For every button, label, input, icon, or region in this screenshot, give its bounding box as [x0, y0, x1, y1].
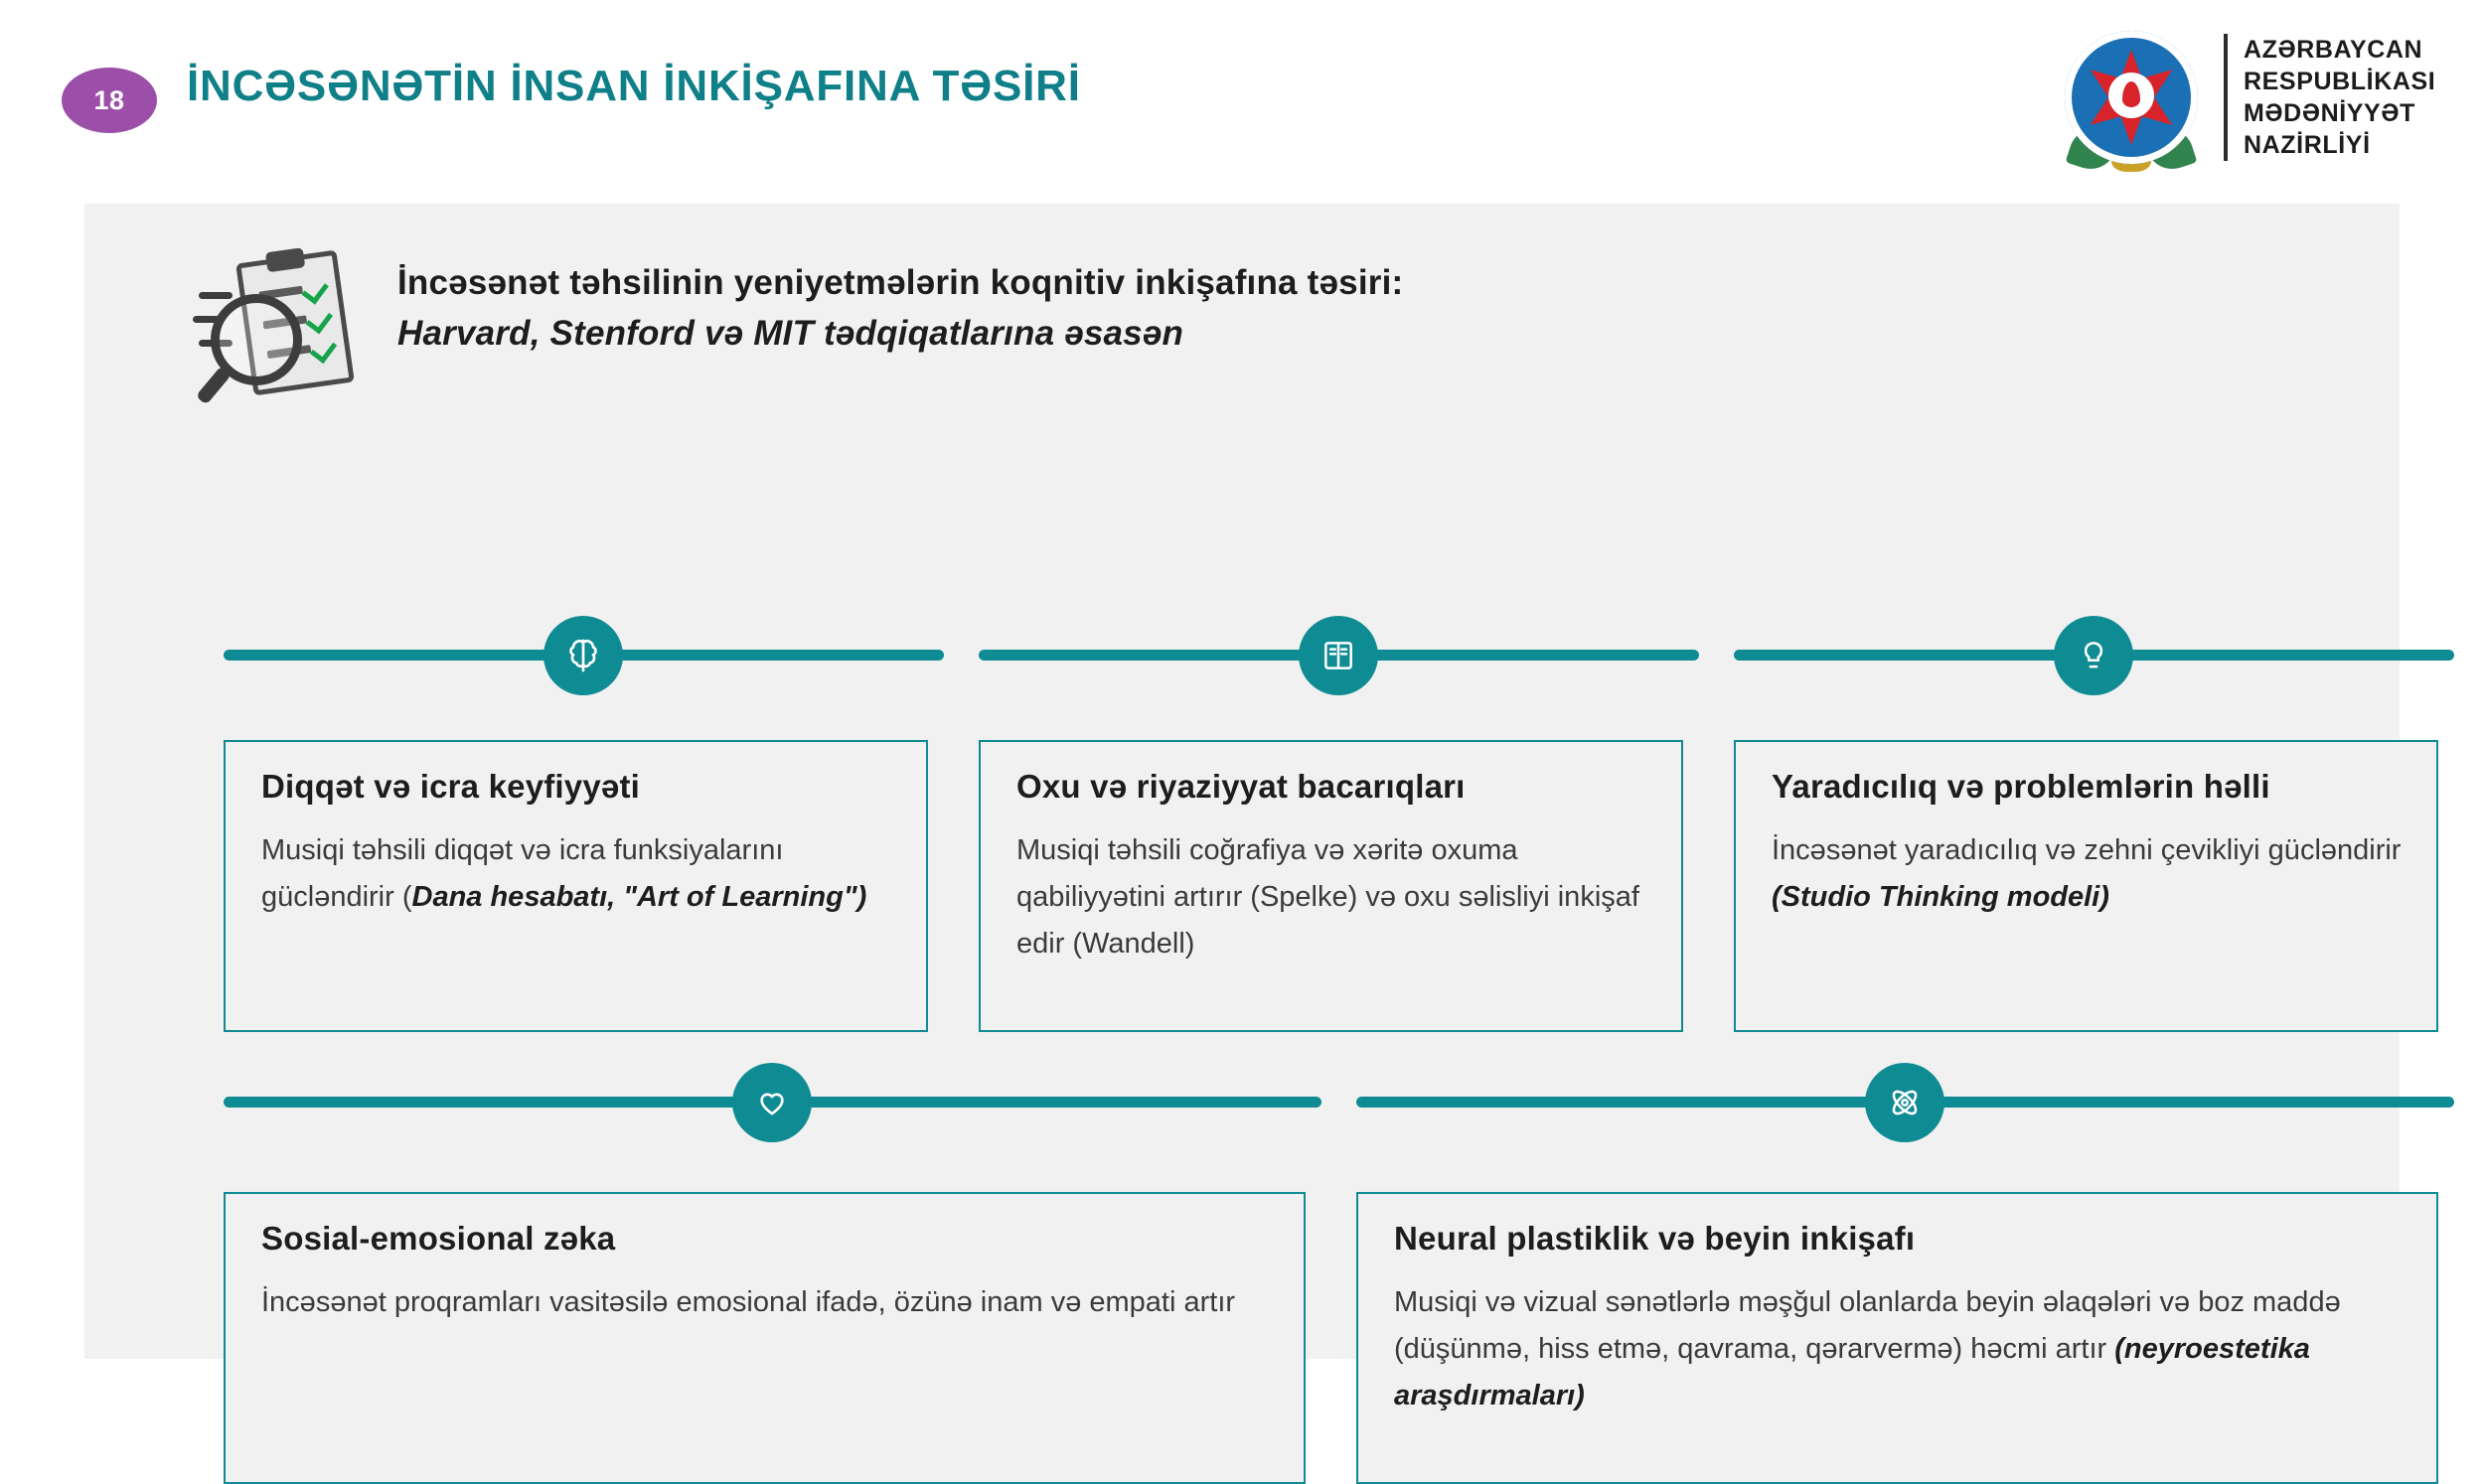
card-title: Neural plastiklik və beyin inkişafı — [1394, 1220, 1916, 1257]
ministry-logo-block — [2057, 18, 2484, 177]
book-icon — [1299, 616, 1378, 695]
atom-icon — [1865, 1063, 1944, 1142]
content-panel — [84, 204, 2402, 1411]
speed-line-icon — [199, 292, 233, 299]
card-body: İncəsənət yaradıcılıq və zehni çevikliyi gücləndirir (Studio Thinking modeli) — [1772, 834, 2402, 913]
connector-row-bottom — [124, 1063, 2360, 1142]
card-title: Diqqət və icra keyfiyyəti — [261, 768, 641, 805]
card-reading-math — [979, 740, 1683, 1032]
intro-text — [397, 258, 2285, 360]
slide-number-text: 18 — [93, 84, 125, 115]
intro-line-2: Harvard, Stenford və MIT tədqiqatlarına əsasən — [397, 313, 1184, 353]
ministry-line-2: RESPUBLİKASI — [2244, 68, 2436, 95]
heart-icon — [732, 1063, 812, 1142]
connector-row-top — [124, 616, 2360, 695]
card-body: Musiqi təhsili diqqət və icra funksiyalarını gücləndirir (Dana hesabatı, "Art of Learning") — [261, 834, 867, 913]
card-neuroplasticity — [1356, 1192, 2438, 1484]
check-icon — [310, 335, 337, 364]
ministry-name — [2224, 34, 2435, 161]
card-body: Musiqi təhsili coğrafiya və xəritə oxuma qabiliyyətini artırır (Spelke) və oxu səlisliyi inkişaf edir (Wandell) — [1016, 834, 1639, 960]
slide-number-badge — [62, 68, 157, 133]
intro-block — [124, 238, 2350, 417]
check-icon — [301, 276, 328, 305]
card-social-emotional — [224, 1192, 1306, 1484]
ministry-line-4: NAZİRLİYİ — [2244, 131, 2371, 159]
card-creativity — [1734, 740, 2438, 1032]
magnifier-handle-shape — [196, 366, 232, 405]
brain-icon — [543, 616, 623, 695]
ministry-line-1: AZƏRBAYCAN — [2244, 36, 2423, 64]
lightbulb-icon — [2054, 616, 2133, 695]
card-title: Sosial-emosional zəka — [261, 1220, 616, 1257]
page-title: İNCƏSƏNƏTİN İNSAN İNKİŞAFINA TƏSİRİ — [187, 62, 1081, 110]
card-body: İncəsənət proqramları vasitəsilə emosional ifadə, özünə inam və empati artır — [261, 1286, 1236, 1318]
card-body: Musiqi və vizual sənətlərlə məşğul olanlarda beyin əlaqələri və boz maddə (düşünmə, hiss etmə, qavrama, qərarvermə) həcmi artır (neyroestetika araşdırmaları) — [1394, 1286, 2341, 1411]
intro-line-1: İncəsənət təhsilinin yeniyetmələrin koqnitiv inkişafına təsiri: — [397, 263, 1404, 302]
ministry-line-3: MƏDƏNİYYƏT — [2244, 99, 2415, 127]
clipboard-clip-shape — [265, 247, 305, 272]
card-attention — [224, 740, 928, 1032]
checklist-magnifier-icon — [199, 248, 358, 407]
card-title: Oxu və riyaziyyat bacarıqları — [1016, 768, 1466, 805]
check-icon — [306, 306, 333, 335]
connector-segment — [1356, 1063, 2454, 1142]
connector-segment — [224, 616, 944, 695]
connector-segment — [224, 1063, 1321, 1142]
connector-segment — [1734, 616, 2454, 695]
azerbaijan-state-emblem-icon — [2057, 23, 2206, 172]
connector-segment — [979, 616, 1699, 695]
card-title: Yaradıcılıq və problemlərin həlli — [1772, 768, 2270, 805]
slide-header — [0, 0, 2484, 189]
